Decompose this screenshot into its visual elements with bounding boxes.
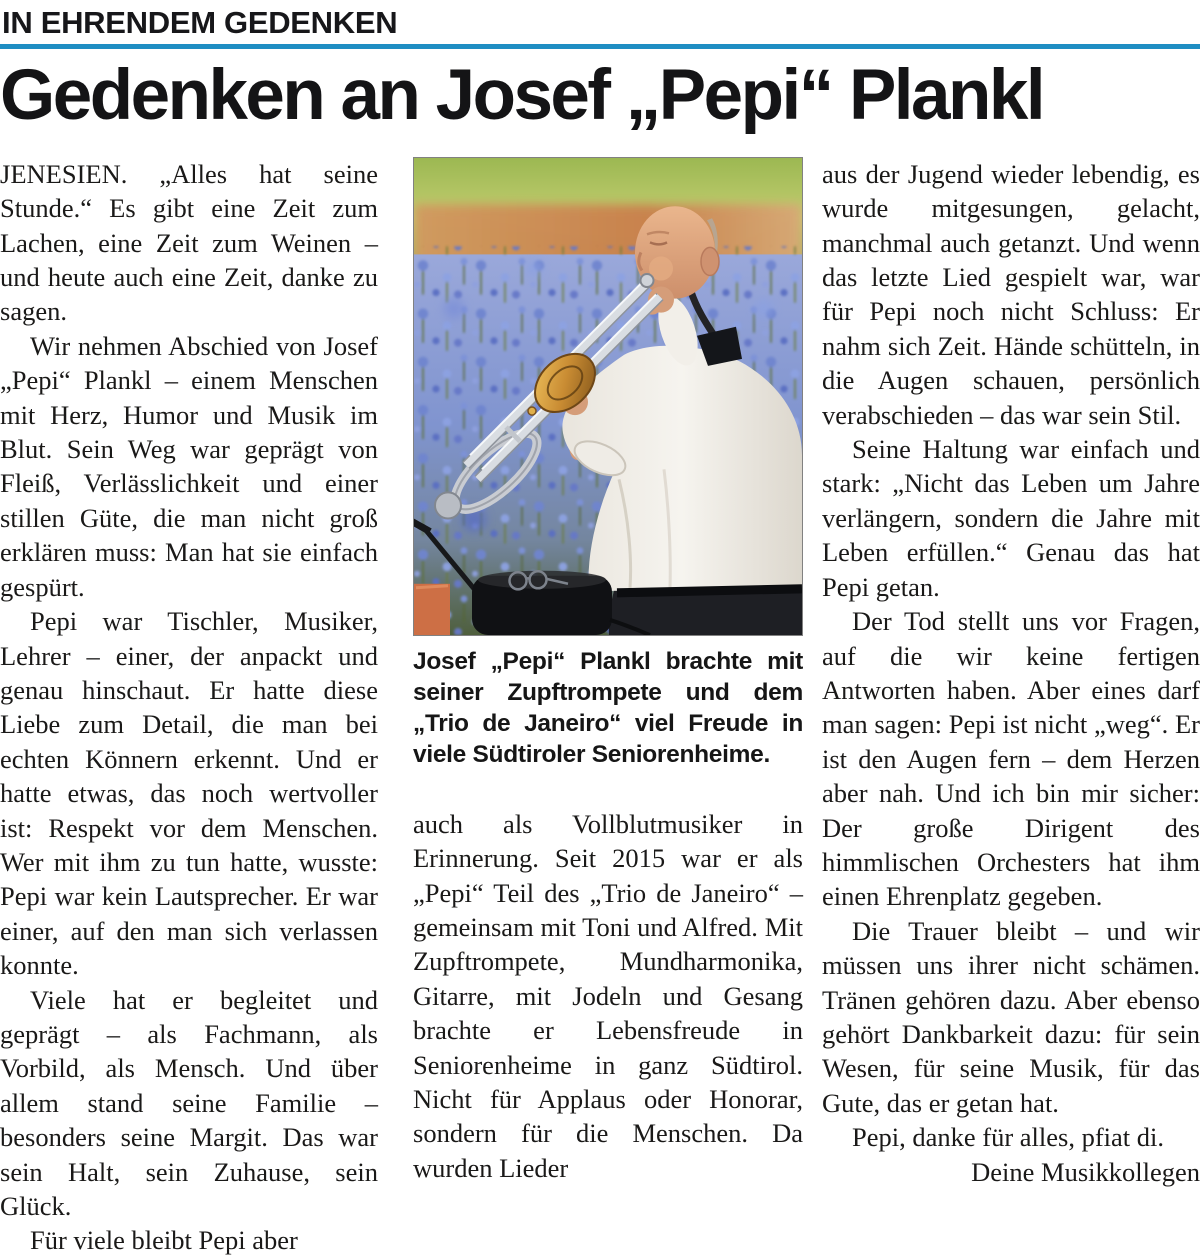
- kicker-underline-rule: [0, 44, 1200, 49]
- paragraph: Seine Haltung war einfach und stark: „Nicht das Leben um Jahre verlängern, sondern die Jahre mit Leben erfüllen.“ Genau das hat Pepi getan.: [822, 434, 1200, 602]
- paragraph: Wir nehmen Abschied von Josef „Pepi“ Plankl – einem Menschen mit Herz, Humor und Musik im Blut. Sein Weg war geprägt von Fleiß, Verlässlichkeit und einer stillen Güte, die man nicht groß erklären muss: Man hat sie einfach gespürt.: [0, 330, 378, 602]
- photo-caption: Josef „Pepi“ Plankl brachte mit seiner Zupftrompete und dem „Trio de Janeiro“ viel Freude in viele Südtiroler Seniorenheime.: [413, 647, 803, 768]
- musician-photo: [413, 157, 803, 636]
- photo-figure: [413, 157, 803, 770]
- column-3: [822, 157, 1200, 1258]
- article-body: [0, 157, 1200, 1258]
- column-2: [413, 157, 803, 1258]
- ear: [701, 247, 719, 275]
- headline: Gedenken an Josef „Pepi“ Plankl: [0, 56, 1044, 135]
- orange-crate: [414, 584, 450, 635]
- photo-illustration: [414, 158, 802, 635]
- paragraph: aus der Jugend wieder lebendig, es wurde mitgesungen, gelacht, manchmal auch getanzt. Und wenn das letzte Lied gespielt war, war für Pepi noch nicht Schluss: Er nahm sich Zeit. Hände schütteln, in die Augen schauen, persönlich verabschieden – das war sein Stil.: [822, 158, 1200, 430]
- column-1: [0, 157, 378, 1258]
- water-key: [528, 407, 536, 415]
- paragraph: Die Trauer bleibt – und wir müssen uns ihrer nicht schämen. Tränen gehören dazu. Aber ebenso gehört Dankbarkeit dazu: für sein Wesen, für seine Musik, für das Gute, das er getan hat.: [822, 915, 1200, 1118]
- paragraph: Viele hat er begleitet und geprägt – als Fachmann, als Vorbild, als Mensch. Und über allem stand seine Familie – besonders seine Margit. Das war sein Halt, sein Zuhause, sein Glück.: [0, 984, 378, 1222]
- kicker: IN EHRENDEM GEDENKEN: [2, 5, 398, 40]
- paragraph: Der Tod stellt uns vor Fragen, auf die wir keine fertigen Antworten haben. Aber eines darf man sagen: Pepi ist nicht „weg“. Er ist den Augen fern – dem Herzen aber nah. Und ich bin mir sicher: Der große Dirigent des himmlischen Orchesters hat ihm einen Ehrenplatz gegeben.: [822, 606, 1200, 912]
- paragraph: Für viele bleibt Pepi aber: [30, 1225, 298, 1256]
- signature-line: Deine Musikkollegen: [971, 1156, 1200, 1187]
- paragraph: Pepi war Tischler, Musiker, Lehrer – einer, der anpackt und genau hinschaut. Er hatte diese Liebe zum Detail, die man bei echten Könnern erkennt. Und er hatte etwas, das noch wertvoller ist: Respekt vor dem Menschen. Wer mit ihm zu tun hatte, wusste: Pepi war kein Lautsprecher. Er war einer, auf den man sich verlassen konnte.: [0, 606, 378, 981]
- belt: [617, 589, 802, 593]
- bell-end: [435, 492, 461, 518]
- farewell-line: Pepi, danke für alles, pfiat di.: [852, 1122, 1165, 1153]
- mouthpiece: [641, 274, 654, 287]
- paragraph: auch als Vollblutmusiker in Erinnerung. Seit 2015 war er als „Pepi“ Teil des „Trio de Janeiro“ – gemeinsam mit Toni und Alfred. Mit Zupftrompete, Mundharmonika, Gitarre, mit Jodeln und Gesang brachte er Lebensfreude in Seniorenheime in ganz Südtirol. Nicht für Applaus oder Honorar, sondern für die Menschen. Da wurden Lieder: [413, 808, 803, 1183]
- paragraph: JENESIEN. „Alles hat seine Stunde.“ Es gibt eine Zeit zum Lachen, eine Zeit zum Weinen – und heute auch eine Zeit, danke zu sagen.: [0, 158, 378, 327]
